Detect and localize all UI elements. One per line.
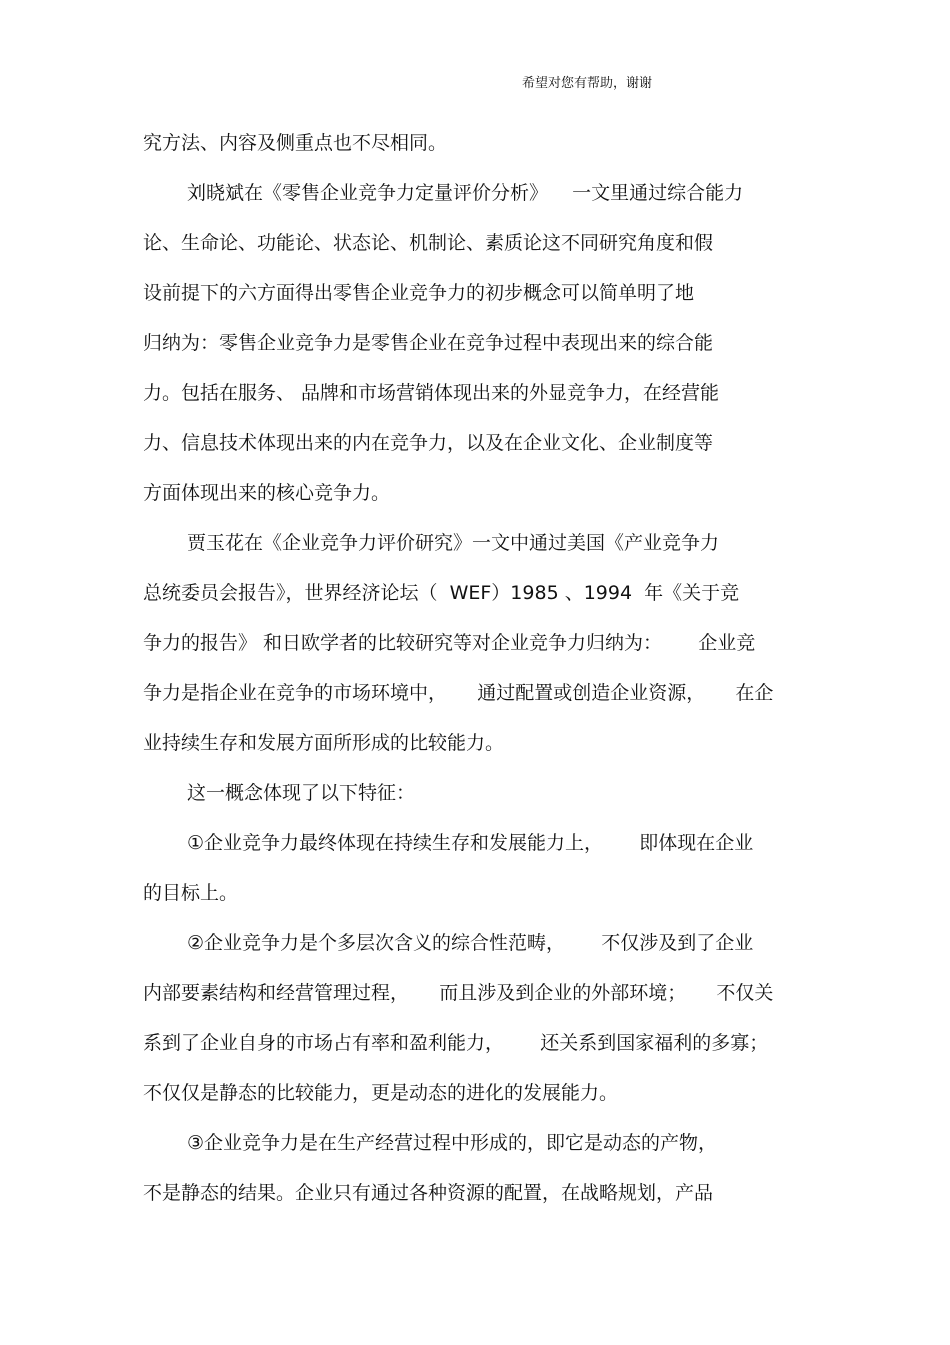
body-line: 力。包括在服务、 品牌和市场营销体现出来的外显竞争力，在经营能	[143, 382, 720, 404]
body-line: 不仅仅是静态的比较能力，更是动态的进化的发展能力。	[143, 1082, 619, 1104]
body-line: 究方法、内容及侧重点也不尽相同。	[143, 132, 448, 154]
body-line: ③企业竞争力是在生产经营过程中形成的，即它是动态的产物，	[187, 1132, 718, 1154]
body-line: 争力的报告》 和日欧学者的比较研究等对企业竞争力归纳为： 企业竞	[143, 632, 756, 654]
body-line: 归纳为：零售企业竞争力是零售企业在竞争过程中表现出来的综合能	[143, 332, 714, 354]
body-line: 业持续生存和发展方面所形成的比较能力。	[143, 732, 505, 754]
body-line: 总统委员会报告》，世界经济论坛（ WEF）1985 、1994 年《关于竞	[143, 582, 740, 604]
body-line: 论、生命论、功能论、状态论、机制论、素质论这不同研究角度和假	[143, 232, 714, 254]
body-line: ①企业竞争力最终体现在持续生存和发展能力上， 即体现在企业	[187, 832, 754, 854]
body-line: 刘晓斌在《零售企业竞争力定量评价分析》 一文里通过综合能力	[187, 182, 744, 204]
body-line: 争力是指企业在竞争的市场环境中， 通过配置或创造企业资源， 在企	[143, 682, 774, 704]
body-line: 的目标上。	[143, 882, 239, 904]
body-line: ②企业竞争力是个多层次含义的综合性范畴， 不仅涉及到了企业	[187, 932, 754, 954]
body-line: 方面体现出来的核心竞争力。	[143, 482, 391, 504]
body-line: 力、信息技术体现出来的内在竞争力，以及在企业文化、企业制度等	[143, 432, 714, 454]
body-line: 这一概念体现了以下特征：	[187, 782, 416, 804]
page-header: 希望对您有帮助，谢谢	[522, 76, 653, 91]
body-line: 贾玉花在《企业竞争力评价研究》一文中通过美国《产业竞争力	[187, 532, 720, 554]
body-line: 系到了企业自身的市场占有率和盈利能力， 还关系到国家福利的多寡；	[143, 1032, 769, 1054]
body-line: 不是静态的结果。企业只有通过各种资源的配置，在战略规划，产品	[143, 1182, 714, 1204]
body-line: 设前提下的六方面得出零售企业竞争力的初步概念可以简单明了地	[143, 282, 695, 304]
body-line: 内部要素结构和经营管理过程， 而且涉及到企业的外部环境； 不仅关	[143, 982, 774, 1004]
